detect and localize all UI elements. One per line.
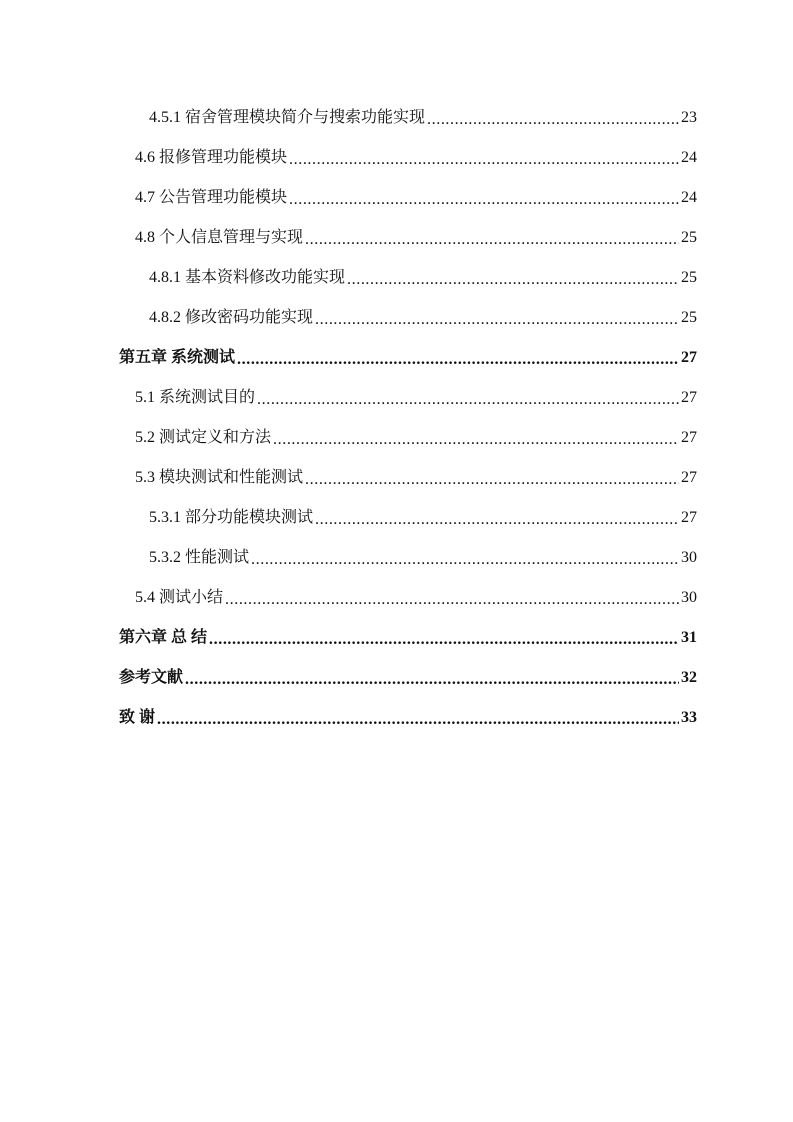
toc-entry-page: 24 (681, 189, 697, 206)
toc-entry-page: 24 (681, 149, 697, 166)
toc-entry-page: 32 (681, 669, 697, 686)
toc-leader-dots (225, 590, 679, 610)
toc-chapter-entry[interactable] (0, 338, 793, 378)
table-of-contents (0, 98, 793, 738)
toc-entry[interactable] (0, 458, 793, 498)
toc-entry[interactable] (0, 578, 793, 618)
toc-entry[interactable] (0, 378, 793, 418)
toc-entry[interactable] (0, 258, 793, 298)
toc-entry-page: 25 (681, 269, 697, 286)
toc-leader-dots (305, 470, 679, 490)
toc-entry-title: 4.8.2 修改密码功能实现 (149, 309, 314, 326)
toc-entry-title: 4.8 个人信息管理与实现 (135, 229, 304, 246)
toc-entry-page: 27 (681, 429, 697, 446)
toc-entry-page: 27 (681, 389, 697, 406)
toc-entry-title: 第五章 系统测试 (119, 349, 236, 366)
toc-leader-dots (237, 350, 679, 370)
toc-entry-page: 27 (681, 509, 697, 526)
toc-entry[interactable] (0, 418, 793, 458)
toc-entry-title: 5.3.1 部分功能模块测试 (149, 509, 314, 526)
toc-entry-page: 27 (681, 349, 697, 366)
toc-leader-dots (185, 670, 679, 690)
toc-entry-page: 30 (681, 589, 697, 606)
toc-entry-title: 4.8.1 基本资料修改功能实现 (149, 269, 346, 286)
toc-entry-title: 5.3 模块测试和性能测试 (135, 469, 304, 486)
toc-entry-title: 4.5.1 宿舍管理模块简介与搜索功能实现 (149, 109, 426, 126)
toc-entry-page: 25 (681, 229, 697, 246)
toc-leader-dots (273, 430, 679, 450)
toc-entry-page: 33 (681, 709, 697, 726)
toc-leader-dots (315, 510, 679, 530)
toc-leader-dots (347, 270, 679, 290)
toc-chapter-entry[interactable] (0, 658, 793, 698)
toc-entry[interactable] (0, 138, 793, 178)
toc-leader-dots (209, 630, 679, 650)
toc-entry[interactable] (0, 98, 793, 138)
toc-entry-title: 4.6 报修管理功能模块 (135, 149, 288, 166)
toc-entry[interactable] (0, 178, 793, 218)
toc-leader-dots (289, 150, 679, 170)
toc-leader-dots (305, 230, 679, 250)
toc-entry-title: 参考文献 (119, 669, 184, 686)
toc-leader-dots (251, 550, 679, 570)
toc-entry-page: 27 (681, 469, 697, 486)
toc-entry[interactable] (0, 218, 793, 258)
toc-chapter-entry[interactable] (0, 698, 793, 738)
toc-leader-dots (157, 710, 679, 730)
toc-leader-dots (289, 190, 679, 210)
toc-entry-title: 4.7 公告管理功能模块 (135, 189, 288, 206)
toc-entry-page: 30 (681, 549, 697, 566)
toc-entry[interactable] (0, 498, 793, 538)
toc-entry[interactable] (0, 298, 793, 338)
toc-entry-title: 5.2 测试定义和方法 (135, 429, 272, 446)
toc-entry-page: 31 (681, 629, 697, 646)
toc-entry-title: 5.1 系统测试目的 (135, 389, 256, 406)
toc-leader-dots (315, 310, 679, 330)
toc-chapter-entry[interactable] (0, 618, 793, 658)
toc-entry-page: 25 (681, 309, 697, 326)
toc-entry-title: 第六章 总 结 (119, 629, 208, 646)
toc-entry-title: 致 谢 (119, 709, 156, 726)
toc-entry-page: 23 (681, 109, 697, 126)
toc-entry[interactable] (0, 538, 793, 578)
toc-leader-dots (427, 110, 679, 130)
toc-leader-dots (257, 390, 679, 410)
toc-entry-title: 5.4 测试小结 (135, 589, 224, 606)
toc-entry-title: 5.3.2 性能测试 (149, 549, 250, 566)
